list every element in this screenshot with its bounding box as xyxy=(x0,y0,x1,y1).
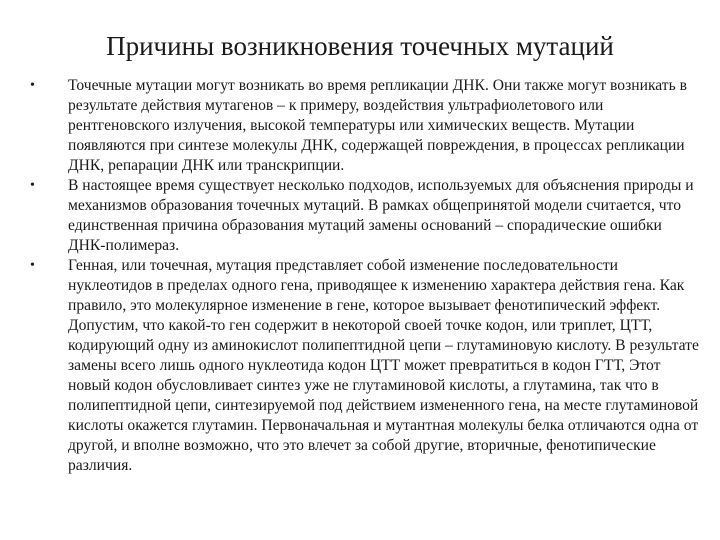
bullet-text: В настоящее время существует несколько подходов, используемых для объяснения природы и механизмов образования точечных мутаций. В рамках общепринятой модели считается, что единственная причина образования мутаций замены оснований – спорадические ошибки ДНК-полимераз. xyxy=(68,177,694,254)
bullet-dot-icon: • xyxy=(30,258,35,273)
bullet-item-replication xyxy=(30,76,702,176)
slide-title: Причины возникновения точечных мутаций xyxy=(106,31,614,61)
bullet-dot-icon: • xyxy=(30,178,35,193)
bullet-text: Генная, или точечная, мутация представляет собой изменение последовательности нуклеотидов в пределах одного гена, приводящее к изменению характера действия гена. Как правило, это молекулярное изменение в гене, которое вызывает фенотипический эффект. Допустим, что какой-то ген содержит в некоторой своей точке кодон, или триплет, ЦТТ, кодирующий одну из аминокислот полипептидной цепи – глутаминовую кислоту. В результате замены всего лишь одного нуклеотида кодон ЦТТ может превратиться в кодон ГТТ, Этот новый кодон обусловливает синтез уже не глутаминовой кислоты, а глутамина, так что в полипептидной цепи, синтезируемой под действием измененного гена, на месте глутаминовой кислоты окажется глутамин. Первоначальная и мутантная молекулы белка отличаются одна от другой, и вполне возможно, что это влечет за собой другие, вторичные, фенотипические различия. xyxy=(68,257,699,474)
bullet-item-gene-mutation xyxy=(30,256,702,476)
bullet-text: Точечные мутации могут возникать во время репликации ДНК. Они также могут возникать в результате действия мутагенов – к примеру, воздействия ультрафиолетового или рентгеновского излучения, высокой температуры или химических веществ. Мутации появляются при синтезе молекулы ДНК, содержащей повреждения, в процессах репликации ДНК, репарации ДНК или транскрипции. xyxy=(68,77,687,174)
bullet-list xyxy=(30,76,702,476)
bullet-dot-icon: • xyxy=(30,78,35,93)
bullet-item-models xyxy=(30,176,702,256)
